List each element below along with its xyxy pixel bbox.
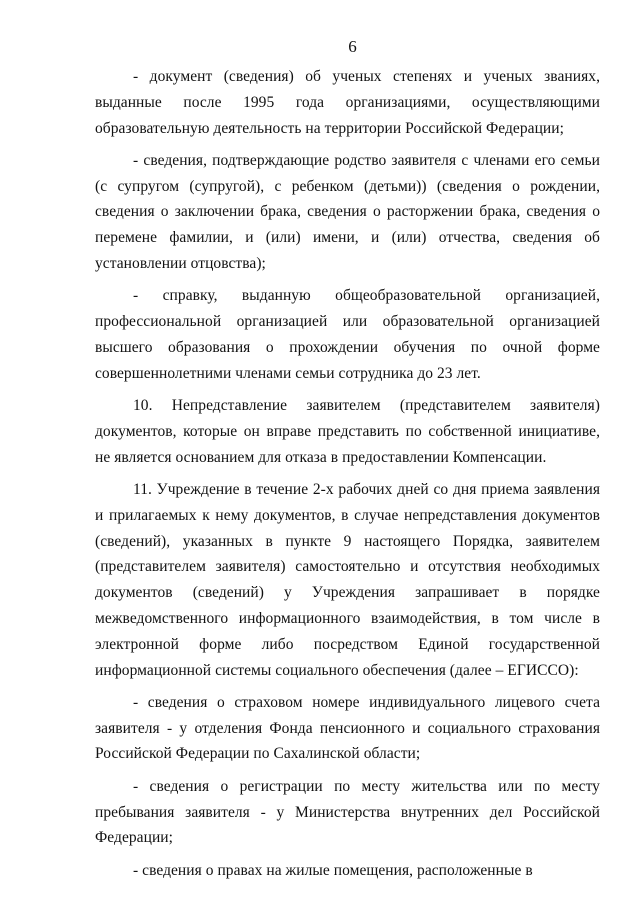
paragraph-education-certificate: - справку, выданную общеобразовательной организацией, профессиональной организацией или образовательной организацией высшего образования о прохождении обучения по очной форме совершеннолетними членами семьи сотрудника до 23 лет. — [95, 287, 600, 382]
paragraph-academic-degrees: - документ (сведения) об ученых степенях и ученых званиях, выданные после 1995 года организациями, осуществляющими образовательную деятельность на территории Российской Федерации; — [95, 68, 600, 137]
paragraph-insurance-number: - сведения о страховом номере индивидуального лицевого счета заявителя - у отделения Фонда пенсионного и социального страхования Российской Федерации по Сахалинской области; — [95, 693, 600, 763]
paragraph-family-kinship: - сведения, подтверждающие родство заявителя с членами его семьи (с супругом (супругой), с ребенком (детьми)) (сведения о рождении, сведения о заключении брака, сведения о расторжении брака, сведения о перемене фамилии, и (или) имени, и (или) отчества, сведения об установлении отцовства); — [95, 151, 600, 273]
paragraph-clause-11: 11. Учреждение в течение 2-х рабочих дней со дня приема заявления и прилагаемых к нему документов, в случае непредставления документов (сведений), указанных в пункте 9 настоящего Порядка, заявителем (представителем заявителя) самостоятельно и отсутствия необходимых документов (сведений) у Учреждения запрашивает в порядке межведомственного информационного взаимодействия, в том числе в электронной форме либо посредством Единой государственной информационной системы социального обеспечения (далее – ЕГИССО): — [95, 480, 600, 679]
paragraph-clause-10: 10. Непредставление заявителем (представителем заявителя) документов, которые он вправе представить по собственной инициативе, не является основанием для отказа в предоставлении Компенсации. — [95, 397, 600, 466]
page-number: 6 — [348, 37, 357, 56]
paragraph-registration: - сведения о регистрации по месту жительства или по месту пребывания заявителя - у Министерства внутренних дел Российской Федерации; — [95, 777, 600, 847]
paragraph-housing-rights: - сведения о правах на жилые помещения, расположенные в — [133, 861, 533, 879]
